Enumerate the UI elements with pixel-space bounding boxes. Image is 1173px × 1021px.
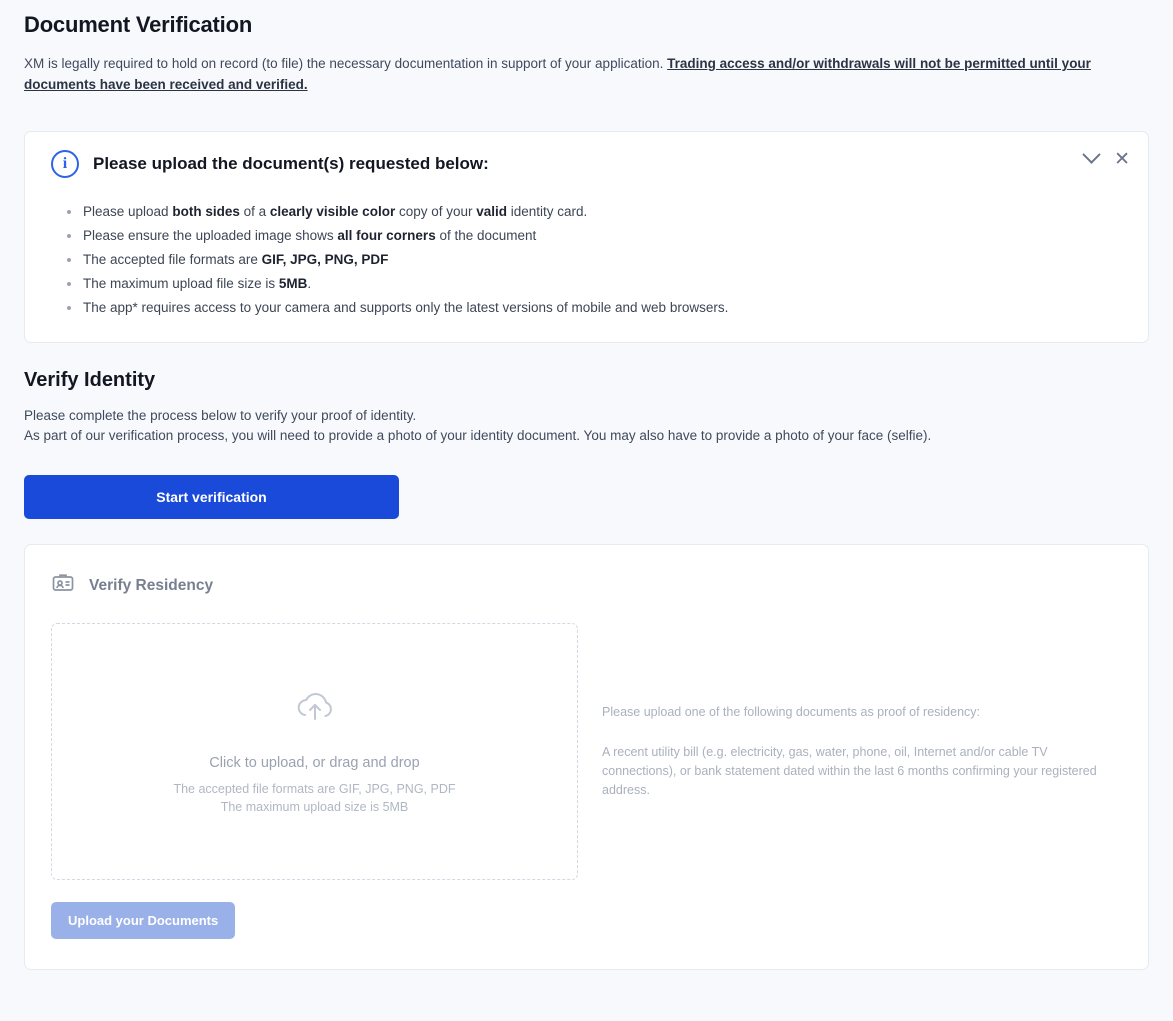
verify-identity-title: Verify Identity [24, 369, 156, 391]
page-title: Document Verification [24, 12, 253, 37]
verify-identity-description [24, 406, 1149, 446]
verify-residency-title: Verify Residency [89, 576, 214, 594]
intro-emphasis-text: Trading access and/or withdrawals will not be permitted until your documents have been received and verified. [24, 56, 1091, 92]
list-item: Please upload both sides of a clearly visible color copy of your valid identity card. [67, 200, 1128, 224]
info-requirements-list [45, 200, 1128, 320]
list-item: The maximum upload file size is 5MB. [67, 272, 1128, 296]
list-item: Please ensure the uploaded image shows all four corners of the document [67, 224, 1128, 248]
verify-identity-desc-line-2: As part of our verification process, you will need to provide a photo of your identity document. You may also have to provide a photo of your face (selfie). [24, 428, 932, 443]
list-item: The accepted file formats are GIF, JPG, PNG, PDF [67, 248, 1128, 272]
dropzone-size-text: The maximum upload size is 5MB [220, 799, 409, 814]
info-panel-header [45, 150, 1128, 178]
info-panel [24, 131, 1149, 343]
start-verification-button[interactable]: Start verification [24, 475, 399, 519]
residency-note-line-2: A recent utility bill (e.g. electricity, gas, water, phone, oil, Internet and/or cable TV connections), or bank statement dated within the last 6 months confirming your registered address. [602, 745, 1097, 797]
chevron-down-icon[interactable] [1085, 151, 1098, 168]
verify-residency-body [51, 623, 1122, 880]
list-item: The app* requires access to your camera and supports only the latest versions of mobile and web browsers. [67, 296, 1128, 320]
verify-residency-card [24, 544, 1149, 970]
residency-note-line-1: Please upload one of the following documents as proof of residency: [602, 705, 981, 719]
intro-plain-text: XM is legally required to hold on record (to file) the necessary documentation in support of your application. [24, 56, 668, 71]
dropzone-sub-text [173, 780, 455, 816]
verify-residency-notes [602, 623, 1122, 880]
close-icon[interactable]: ✕ [1114, 149, 1130, 170]
dropzone-main-text: Click to upload, or drag and drop [209, 754, 420, 771]
page-intro [24, 53, 1134, 95]
info-panel-title: Please upload the document(s) requested below: [93, 154, 489, 173]
verify-residency-header [51, 567, 1122, 600]
document-dropzone[interactable] [51, 623, 578, 880]
upload-cloud-icon [293, 688, 337, 733]
dropzone-formats-text: The accepted file formats are GIF, JPG, PNG, PDF [173, 781, 456, 796]
info-circle-icon: i [51, 150, 79, 178]
verify-identity-desc-line-1: Please complete the process below to verify your proof of identity. [24, 408, 417, 423]
id-card-icon [51, 571, 75, 600]
upload-documents-button[interactable]: Upload your Documents [51, 902, 235, 939]
info-panel-actions [1085, 150, 1130, 169]
